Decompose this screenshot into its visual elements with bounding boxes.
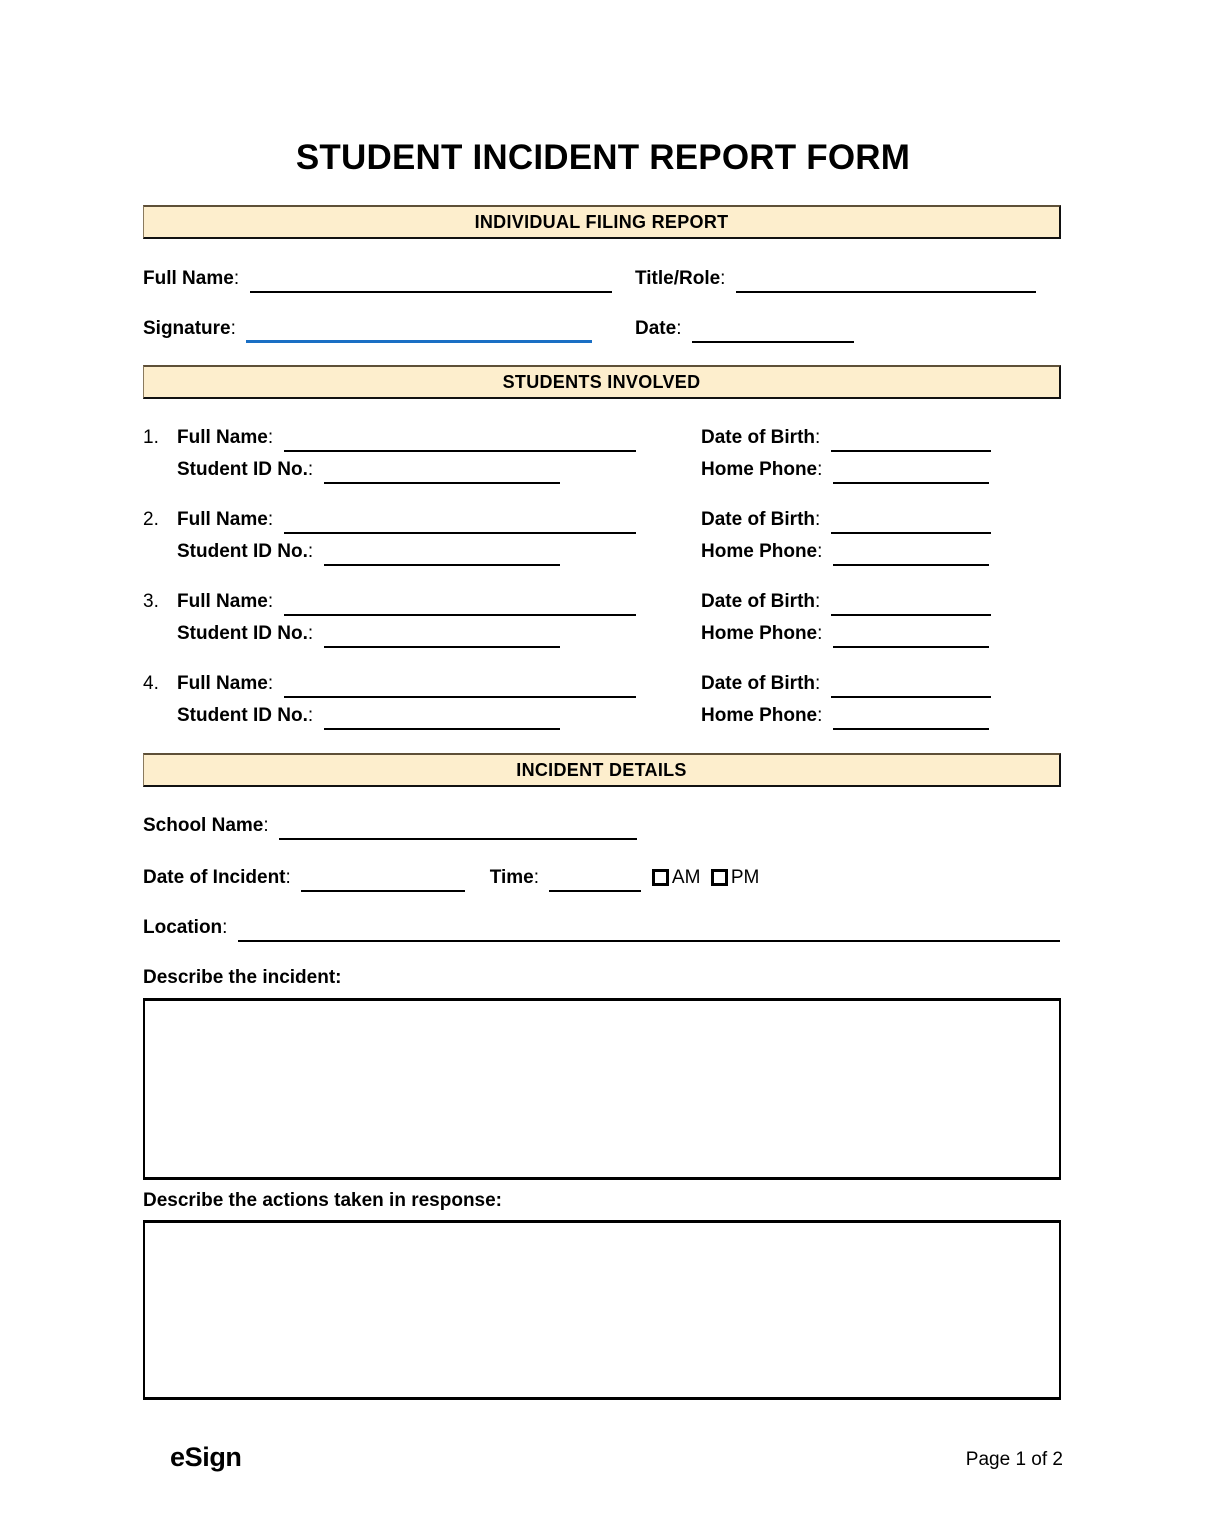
student-full-name-input[interactable] xyxy=(284,510,636,534)
student-dob-label: Date of Birth xyxy=(701,509,815,530)
student-dob-input[interactable] xyxy=(831,510,991,534)
colon: : xyxy=(817,459,823,480)
am-label: AM xyxy=(671,867,701,888)
signature-input[interactable] xyxy=(246,318,592,343)
student-full-name-label: Full Name xyxy=(177,427,268,448)
colon: : xyxy=(307,705,314,726)
student-number: 1. xyxy=(143,427,159,448)
student-id-label: Student ID No. xyxy=(177,459,308,480)
student-home-phone-label: Home Phone xyxy=(701,541,818,562)
school-name-label: School Name xyxy=(143,815,264,836)
student-dob-label: Date of Birth xyxy=(701,591,815,612)
student-dob-label: Date of Birth xyxy=(701,673,815,694)
field-row-location xyxy=(143,914,1060,942)
student-home-phone-label: Home Phone xyxy=(701,705,818,726)
colon: : xyxy=(817,623,823,644)
colon: : xyxy=(267,427,274,448)
colon: : xyxy=(263,815,269,836)
student-full-name-label: Full Name xyxy=(177,591,268,612)
student-row-2-student-id xyxy=(177,538,560,566)
field-row-date xyxy=(635,315,854,343)
date-input[interactable] xyxy=(692,319,854,343)
colon: : xyxy=(267,509,274,530)
section-header-individual-filing-report: INDIVIDUAL FILING REPORT xyxy=(143,205,1061,239)
describe-incident-label: Describe the incident: xyxy=(143,967,342,988)
time-label: Time xyxy=(489,867,534,888)
am-checkbox[interactable] xyxy=(652,869,669,886)
field-row-signature xyxy=(143,315,592,343)
colon: : xyxy=(307,541,314,562)
field-row-date-of-incident-time xyxy=(143,864,759,892)
signature-label: Signature xyxy=(143,318,231,339)
colon: : xyxy=(267,591,274,612)
title-role-label: Title/Role xyxy=(635,268,721,289)
location-input[interactable] xyxy=(238,918,1060,942)
student-id-input[interactable] xyxy=(324,706,560,730)
student-dob-input[interactable] xyxy=(831,592,991,616)
student-home-phone-input[interactable] xyxy=(833,460,989,484)
student-row-4-dob xyxy=(701,670,991,698)
esign-logo: eSign xyxy=(170,1442,242,1472)
student-row-2-dob xyxy=(701,506,991,534)
pm-label: PM xyxy=(730,867,760,888)
student-number: 2. xyxy=(143,509,159,530)
colon: : xyxy=(817,541,823,562)
student-id-input[interactable] xyxy=(324,542,560,566)
student-id-input[interactable] xyxy=(324,460,560,484)
student-full-name-label: Full Name xyxy=(177,673,268,694)
time-input[interactable] xyxy=(549,868,641,892)
colon: : xyxy=(815,673,821,694)
student-home-phone-input[interactable] xyxy=(833,624,989,648)
student-full-name-input[interactable] xyxy=(284,592,636,616)
student-row-1-dob xyxy=(701,424,991,452)
student-id-label: Student ID No. xyxy=(177,623,308,644)
colon: : xyxy=(533,867,539,888)
student-home-phone-label: Home Phone xyxy=(701,459,818,480)
student-full-name-input[interactable] xyxy=(284,674,636,698)
colon: : xyxy=(815,509,821,530)
date-of-incident-input[interactable] xyxy=(301,868,465,892)
student-row-3-student-id xyxy=(177,620,560,648)
student-dob-input[interactable] xyxy=(831,674,991,698)
student-id-label: Student ID No. xyxy=(177,541,308,562)
student-full-name-label: Full Name xyxy=(177,509,268,530)
colon: : xyxy=(307,623,314,644)
colon: : xyxy=(307,459,314,480)
colon: : xyxy=(720,268,726,289)
location-label: Location xyxy=(143,917,223,938)
describe-incident-textarea[interactable] xyxy=(143,998,1061,1180)
colon: : xyxy=(222,917,228,938)
section-header-students-involved: STUDENTS INVOLVED xyxy=(143,365,1061,399)
student-number: 3. xyxy=(143,591,159,612)
student-full-name-input[interactable] xyxy=(284,428,636,452)
student-row-2-home-phone xyxy=(701,538,989,566)
student-row-3-home-phone xyxy=(701,620,989,648)
date-label: Date xyxy=(635,318,677,339)
student-row-4-full-name xyxy=(143,670,636,698)
student-id-label: Student ID No. xyxy=(177,705,308,726)
student-row-1-home-phone xyxy=(701,456,989,484)
student-row-1-student-id xyxy=(177,456,560,484)
student-dob-label: Date of Birth xyxy=(701,427,815,448)
student-row-3-full-name xyxy=(143,588,636,616)
student-id-input[interactable] xyxy=(324,624,560,648)
student-dob-input[interactable] xyxy=(831,428,991,452)
section-header-incident-details: INCIDENT DETAILS xyxy=(143,753,1061,787)
student-home-phone-input[interactable] xyxy=(833,706,989,730)
title-role-input[interactable] xyxy=(736,269,1036,293)
colon: : xyxy=(285,867,291,888)
student-home-phone-label: Home Phone xyxy=(701,623,818,644)
page-number: Page 1 of 2 xyxy=(965,1449,1063,1470)
student-row-3-dob xyxy=(701,588,991,616)
describe-actions-label: Describe the actions taken in response: xyxy=(143,1190,503,1211)
colon: : xyxy=(817,705,823,726)
colon: : xyxy=(230,318,236,339)
student-row-4-student-id xyxy=(177,702,560,730)
student-home-phone-input[interactable] xyxy=(833,542,989,566)
field-row-title-role xyxy=(635,265,1036,293)
student-row-4-home-phone xyxy=(701,702,989,730)
colon: : xyxy=(233,268,240,289)
pm-checkbox[interactable] xyxy=(711,869,728,886)
full-name-label: Full Name xyxy=(143,268,234,289)
student-row-1-full-name xyxy=(143,424,636,452)
student-number: 4. xyxy=(143,673,159,694)
colon: : xyxy=(267,673,274,694)
field-row-school-name xyxy=(143,812,637,840)
date-of-incident-label: Date of Incident xyxy=(143,867,286,888)
page-title: STUDENT INCIDENT REPORT FORM xyxy=(295,138,911,177)
describe-actions-textarea[interactable] xyxy=(143,1220,1061,1400)
school-name-input[interactable] xyxy=(279,816,637,840)
student-row-2-full-name xyxy=(143,506,636,534)
colon: : xyxy=(815,591,821,612)
field-row-full-name-title-role xyxy=(143,265,612,293)
colon: : xyxy=(815,427,821,448)
full-name-input[interactable] xyxy=(250,269,612,293)
colon: : xyxy=(676,318,682,339)
